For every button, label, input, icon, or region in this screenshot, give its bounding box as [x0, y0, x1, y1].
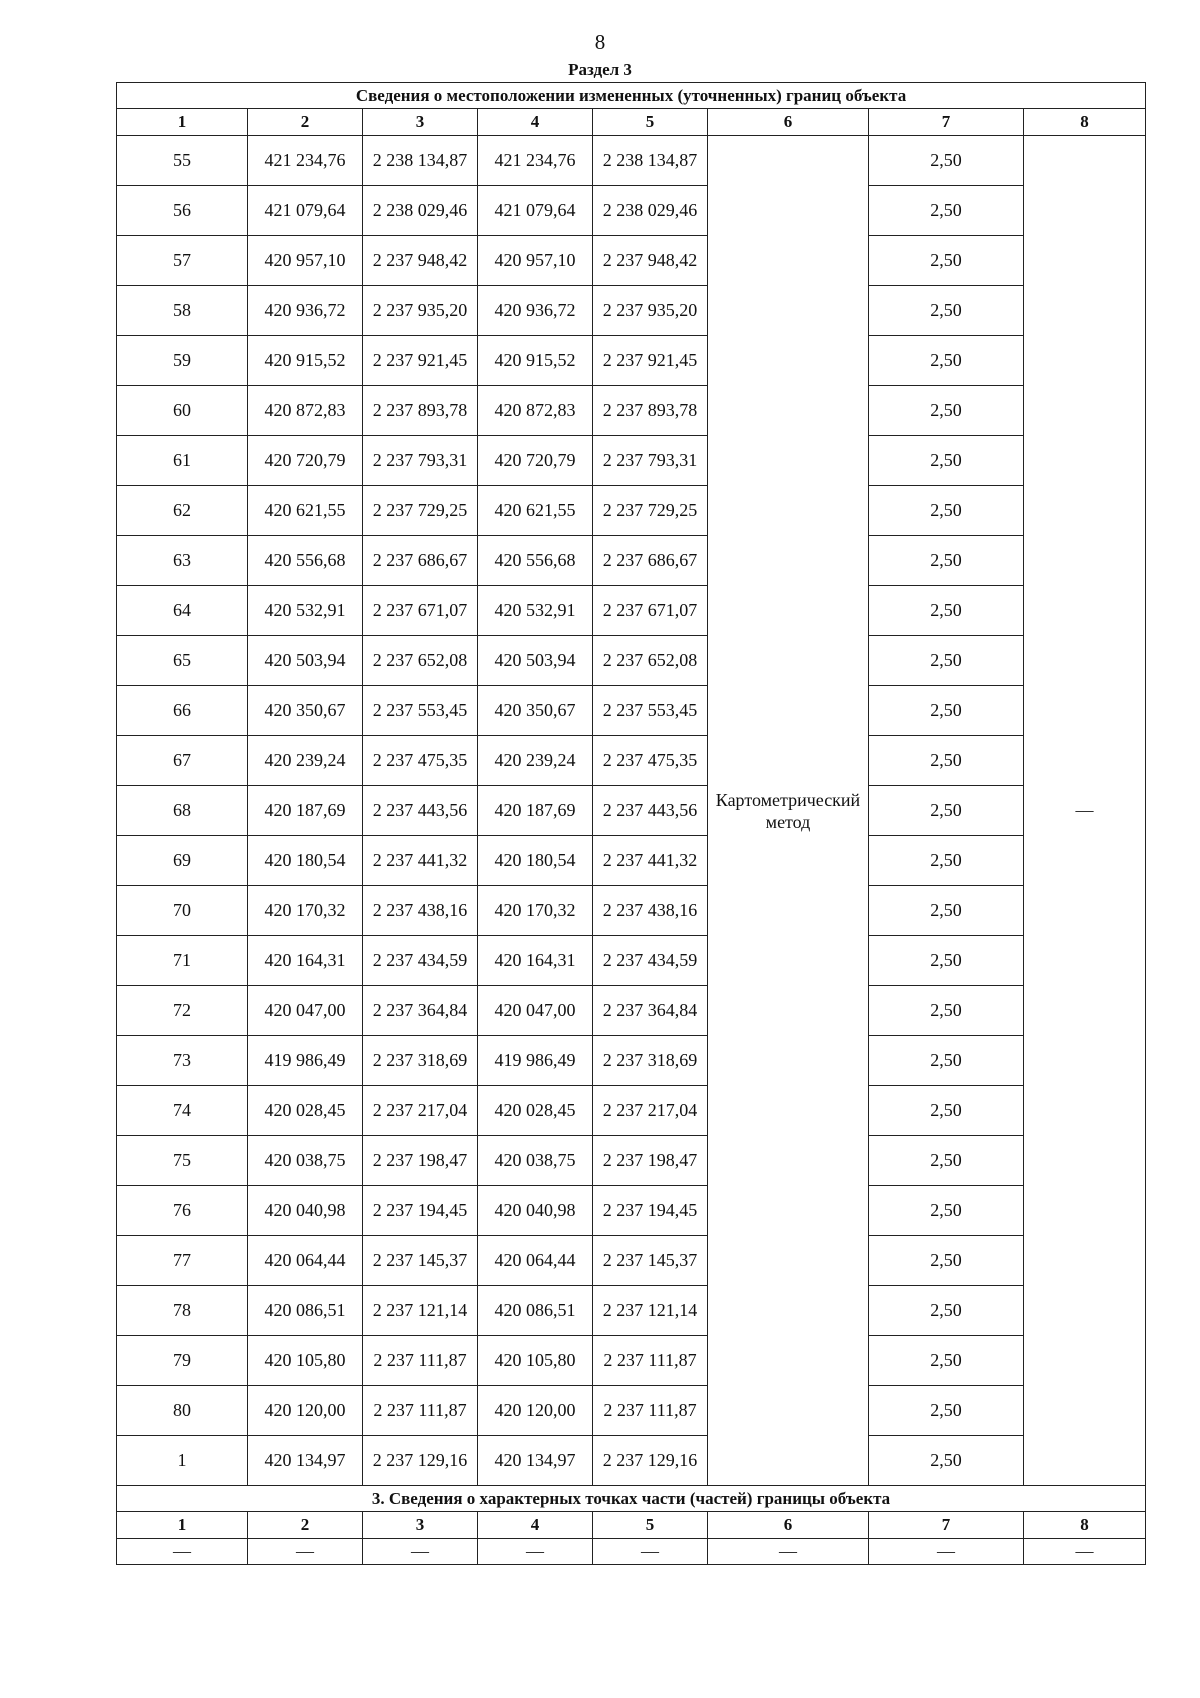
table-cell: 2 238 134,87	[593, 136, 708, 186]
table-cell: 420 086,51	[248, 1286, 363, 1336]
table-cell: 2 237 217,04	[593, 1086, 708, 1136]
table-cell: 2 237 194,45	[593, 1186, 708, 1236]
table-cell: 2 237 893,78	[593, 386, 708, 436]
table-cell: 421 079,64	[478, 186, 593, 236]
table-cell: 420 064,44	[248, 1236, 363, 1286]
table-cell: —	[869, 1539, 1024, 1565]
table-cell: 58	[117, 286, 248, 336]
table-cell: 420 047,00	[478, 986, 593, 1036]
table-cell: 421 234,76	[478, 136, 593, 186]
accuracy-cell: 2,50	[869, 1436, 1024, 1486]
table-cell: 2 237 475,35	[363, 736, 478, 786]
table-cell: 2 237 111,87	[593, 1336, 708, 1386]
table-row	[117, 536, 1146, 586]
column-number: 7	[869, 109, 1024, 136]
table-cell: 420 872,83	[478, 386, 593, 436]
table-cell: —	[117, 1539, 248, 1565]
table-cell: 420 164,31	[478, 936, 593, 986]
table-cell: 2 237 443,56	[363, 786, 478, 836]
table-cell: 2 237 948,42	[593, 236, 708, 286]
table-cell: 420 170,32	[478, 886, 593, 936]
table-row	[117, 386, 1146, 436]
table-cell: 2 237 434,59	[363, 936, 478, 986]
table-cell: 79	[117, 1336, 248, 1386]
column-number: 6	[708, 1512, 869, 1539]
table-row	[117, 236, 1146, 286]
table-cell: 67	[117, 736, 248, 786]
table-cell: 420 047,00	[248, 986, 363, 1036]
table-row	[117, 786, 1146, 836]
table-cell: 68	[117, 786, 248, 836]
table-cell: 69	[117, 836, 248, 886]
section2-title: 3. Сведения о характерных точках части (частей) границы объекта	[117, 1486, 1146, 1512]
table-cell: 2 238 029,46	[363, 186, 478, 236]
table-row	[117, 1386, 1146, 1436]
table-row	[117, 1036, 1146, 1086]
accuracy-cell: 2,50	[869, 1386, 1024, 1436]
table-cell: 75	[117, 1136, 248, 1186]
table-cell: 2 237 121,14	[363, 1286, 478, 1336]
table-body	[117, 83, 1146, 1565]
table-cell: 59	[117, 336, 248, 386]
table-cell: 419 986,49	[248, 1036, 363, 1086]
table-cell: 420 936,72	[248, 286, 363, 336]
table-cell: 420 350,67	[478, 686, 593, 736]
table-cell: 420 180,54	[248, 836, 363, 886]
table-cell: 420 239,24	[478, 736, 593, 786]
table-cell: 420 164,31	[248, 936, 363, 986]
table-cell: 2 237 121,14	[593, 1286, 708, 1336]
table-row	[117, 486, 1146, 536]
table-cell: 78	[117, 1286, 248, 1336]
table-cell: 2 237 434,59	[593, 936, 708, 986]
accuracy-cell: 2,50	[869, 1186, 1024, 1236]
accuracy-cell: 2,50	[869, 236, 1024, 286]
table-row	[117, 886, 1146, 936]
table-cell: 2 237 441,32	[593, 836, 708, 886]
section-label: Раздел 3	[568, 60, 632, 79]
table-cell: 2 237 893,78	[363, 386, 478, 436]
table-cell: 420 532,91	[248, 586, 363, 636]
table-cell: 2 237 111,87	[363, 1336, 478, 1386]
table-cell: 2 237 198,47	[363, 1136, 478, 1186]
table-cell: 420 120,00	[478, 1386, 593, 1436]
table-cell: 71	[117, 936, 248, 986]
column-number: 6	[708, 109, 869, 136]
boundary-table	[116, 82, 1146, 1565]
table-cell: 420 064,44	[478, 1236, 593, 1286]
accuracy-cell: 2,50	[869, 936, 1024, 986]
table-cell: 2 237 443,56	[593, 786, 708, 836]
table-cell: 2 237 145,37	[363, 1236, 478, 1286]
table-cell: 2 237 652,08	[593, 636, 708, 686]
table-row	[117, 586, 1146, 636]
table-cell: —	[1024, 1539, 1146, 1565]
table-cell: 2 237 198,47	[593, 1136, 708, 1186]
table-cell: 420 187,69	[248, 786, 363, 836]
table-cell: 80	[117, 1386, 248, 1436]
table-cell: 2 237 553,45	[593, 686, 708, 736]
table-cell: 60	[117, 386, 248, 436]
column-number: 4	[478, 109, 593, 136]
table-cell: 420 915,52	[478, 336, 593, 386]
table-row	[117, 636, 1146, 686]
table-cell: 2 237 129,16	[593, 1436, 708, 1486]
table-cell: 420 040,98	[478, 1186, 593, 1236]
accuracy-cell: 2,50	[869, 786, 1024, 836]
table-cell: 421 234,76	[248, 136, 363, 186]
table-cell: 2 238 134,87	[363, 136, 478, 186]
accuracy-cell: 2,50	[869, 886, 1024, 936]
table-cell: 2 237 364,84	[593, 986, 708, 1036]
accuracy-cell: 2,50	[869, 436, 1024, 486]
table-cell: 420 134,97	[478, 1436, 593, 1486]
table-cell: 420 105,80	[478, 1336, 593, 1386]
accuracy-cell: 2,50	[869, 1286, 1024, 1336]
table-cell: 2 237 194,45	[363, 1186, 478, 1236]
accuracy-cell: 2,50	[869, 1236, 1024, 1286]
page-number: 8	[594, 30, 606, 54]
table-cell: 2 237 671,07	[593, 586, 708, 636]
table-cell: 421 079,64	[248, 186, 363, 236]
accuracy-cell: 2,50	[869, 1336, 1024, 1386]
table-title: Сведения о местоположении измененных (уточненных) границ объекта	[117, 83, 1146, 109]
table-cell: 420 915,52	[248, 336, 363, 386]
table-row	[117, 986, 1146, 1036]
table-cell: —	[363, 1539, 478, 1565]
accuracy-cell: 2,50	[869, 1036, 1024, 1086]
table-row	[117, 936, 1146, 986]
table-cell: 1	[117, 1436, 248, 1486]
column-number: 1	[117, 1512, 248, 1539]
accuracy-cell: 2,50	[869, 336, 1024, 386]
accuracy-cell: 2,50	[869, 486, 1024, 536]
table-row	[117, 1236, 1146, 1286]
section2-column-number-row	[117, 1512, 1146, 1539]
table-cell: 55	[117, 136, 248, 186]
accuracy-cell: 2,50	[869, 736, 1024, 786]
table-cell: 2 237 553,45	[363, 686, 478, 736]
table-cell: 2 237 145,37	[593, 1236, 708, 1286]
accuracy-cell: 2,50	[869, 836, 1024, 886]
table-cell: 2 237 671,07	[363, 586, 478, 636]
table-cell: 2 237 111,87	[593, 1386, 708, 1436]
table-cell: 420 170,32	[248, 886, 363, 936]
table-cell: 61	[117, 436, 248, 486]
accuracy-cell: 2,50	[869, 686, 1024, 736]
table-cell: 57	[117, 236, 248, 286]
column-number: 2	[248, 1512, 363, 1539]
table-row	[117, 1086, 1146, 1136]
table-cell: 66	[117, 686, 248, 736]
table-cell: —	[248, 1539, 363, 1565]
table-cell: 420 957,10	[478, 236, 593, 286]
column-number: 5	[593, 109, 708, 136]
table-cell: 76	[117, 1186, 248, 1236]
table-cell: 420 038,75	[478, 1136, 593, 1186]
table-row	[117, 1136, 1146, 1186]
table-cell: 420 621,55	[248, 486, 363, 536]
table-cell: 2 237 921,45	[363, 336, 478, 386]
table-row	[117, 436, 1146, 486]
table-cell: 2 237 948,42	[363, 236, 478, 286]
method-cell: Картометрический метод	[708, 136, 869, 1486]
table-cell: 420 936,72	[478, 286, 593, 336]
table-cell: 419 986,49	[478, 1036, 593, 1086]
column-number: 2	[248, 109, 363, 136]
table-cell: 420 556,68	[248, 536, 363, 586]
table-cell: 2 237 793,31	[593, 436, 708, 486]
table-row	[117, 686, 1146, 736]
table-cell: 2 237 652,08	[363, 636, 478, 686]
table-cell: 2 237 217,04	[363, 1086, 478, 1136]
column-number: 3	[363, 109, 478, 136]
table-cell: 2 238 029,46	[593, 186, 708, 236]
table-cell: —	[593, 1539, 708, 1565]
table-cell: 65	[117, 636, 248, 686]
table-cell: 2 237 935,20	[363, 286, 478, 336]
table-cell: 2 237 438,16	[363, 886, 478, 936]
column-number: 1	[117, 109, 248, 136]
column-number-row	[117, 109, 1146, 136]
table-cell: 2 237 129,16	[363, 1436, 478, 1486]
table-cell: 2 237 364,84	[363, 986, 478, 1036]
table-cell: 73	[117, 1036, 248, 1086]
column-number: 8	[1024, 1512, 1146, 1539]
table-cell: 420 105,80	[248, 1336, 363, 1386]
table-cell: 420 532,91	[478, 586, 593, 636]
table-row	[117, 1286, 1146, 1336]
table-cell: 420 040,98	[248, 1186, 363, 1236]
table-cell: 420 028,45	[478, 1086, 593, 1136]
table-cell: 2 237 111,87	[363, 1386, 478, 1436]
table-cell: 420 120,00	[248, 1386, 363, 1436]
accuracy-cell: 2,50	[869, 1136, 1024, 1186]
table-cell: 2 237 686,67	[593, 536, 708, 586]
table-row	[117, 836, 1146, 886]
table-cell: 420 720,79	[478, 436, 593, 486]
table-cell: 420 028,45	[248, 1086, 363, 1136]
table-cell: 420 239,24	[248, 736, 363, 786]
table-cell: 420 503,94	[248, 636, 363, 686]
table-cell: 2 237 318,69	[593, 1036, 708, 1086]
section2-title-row	[117, 1486, 1146, 1512]
table-cell: —	[708, 1539, 869, 1565]
table-title-row	[117, 83, 1146, 109]
accuracy-cell: 2,50	[869, 636, 1024, 686]
table-cell: 420 086,51	[478, 1286, 593, 1336]
table-cell: 420 187,69	[478, 786, 593, 836]
column-number: 8	[1024, 109, 1146, 136]
table-cell: 2 237 729,25	[593, 486, 708, 536]
accuracy-cell: 2,50	[869, 136, 1024, 186]
table-cell: 72	[117, 986, 248, 1036]
table-cell: 77	[117, 1236, 248, 1286]
table-cell: 2 237 686,67	[363, 536, 478, 586]
table-cell: 2 237 921,45	[593, 336, 708, 386]
column-number: 4	[478, 1512, 593, 1539]
table-cell: 420 134,97	[248, 1436, 363, 1486]
table-row	[117, 136, 1146, 186]
table-cell: 420 720,79	[248, 436, 363, 486]
table-cell: —	[478, 1539, 593, 1565]
table-cell: 2 237 793,31	[363, 436, 478, 486]
table-cell: 420 621,55	[478, 486, 593, 536]
table-row	[117, 736, 1146, 786]
column-number: 7	[869, 1512, 1024, 1539]
table-cell: 56	[117, 186, 248, 236]
table-cell: 2 237 935,20	[593, 286, 708, 336]
table-cell: 62	[117, 486, 248, 536]
table-row	[117, 1436, 1146, 1486]
table-cell: 420 957,10	[248, 236, 363, 286]
table-row	[117, 1336, 1146, 1386]
column-number: 5	[593, 1512, 708, 1539]
accuracy-cell: 2,50	[869, 586, 1024, 636]
table-cell: 420 503,94	[478, 636, 593, 686]
accuracy-cell: 2,50	[869, 186, 1024, 236]
table-row	[117, 336, 1146, 386]
section2-row	[117, 1539, 1146, 1565]
table-cell: 420 872,83	[248, 386, 363, 436]
table-cell: 74	[117, 1086, 248, 1136]
table-cell: 2 237 729,25	[363, 486, 478, 536]
table-cell: 70	[117, 886, 248, 936]
col8-cell: —	[1024, 136, 1146, 1486]
table-row	[117, 286, 1146, 336]
table-cell: 2 237 441,32	[363, 836, 478, 886]
accuracy-cell: 2,50	[869, 986, 1024, 1036]
accuracy-cell: 2,50	[869, 536, 1024, 586]
table-row	[117, 1186, 1146, 1236]
table-cell: 2 237 318,69	[363, 1036, 478, 1086]
accuracy-cell: 2,50	[869, 286, 1024, 336]
table-cell: 2 237 475,35	[593, 736, 708, 786]
table-cell: 420 350,67	[248, 686, 363, 736]
table-cell: 420 180,54	[478, 836, 593, 886]
table-cell: 63	[117, 536, 248, 586]
table-row	[117, 186, 1146, 236]
table-cell: 64	[117, 586, 248, 636]
table-cell: 420 038,75	[248, 1136, 363, 1186]
accuracy-cell: 2,50	[869, 1086, 1024, 1136]
accuracy-cell: 2,50	[869, 386, 1024, 436]
table-cell: 420 556,68	[478, 536, 593, 586]
table-cell: 2 237 438,16	[593, 886, 708, 936]
column-number: 3	[363, 1512, 478, 1539]
